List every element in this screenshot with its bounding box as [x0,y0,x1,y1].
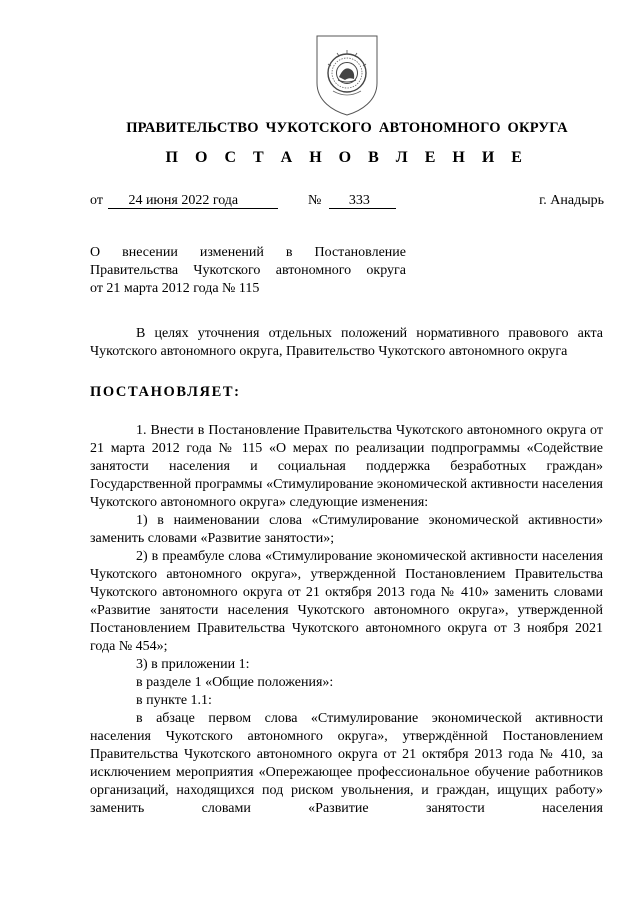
document-date: 24 июня 2022 года [108,193,278,209]
subject-line: от 21 марта 2012 года № 115 [90,281,260,296]
number-prefix: № [308,193,322,208]
body-paragraph: 2) в преамбуле слова «Стимулирование экономической активности населения Чукотского автономного округа», утвержденной Постановлением Правительства Чукотского автономного округа от 21 октября 2013 года № 410» заменить словами «Развитие занятости населения Чукотского автономного округа», утвержденной Постановлением Правительства Чукотского автономного округа от 3 ноября 2021 года № 454»; [90,549,603,654]
subject-line: Правительства Чукотского автономного округа [90,263,406,278]
city: г. Анадырь [539,193,604,208]
preamble-paragraph: В целях уточнения отдельных положений нормативного правового акта Чукотского автономного округа, Правительство Чукотского автономного округа [90,326,603,359]
document-number: 333 [329,193,396,209]
chukotka-coat-of-arms-icon [311,33,383,117]
body-paragraph: 1. Внести в Постановление Правительства Чукотского автономного округа от 21 марта 2012 года № 115 «О мерах по реализации подпрограммы «Содействие занятости населения и социальная поддержка безработных граждан» Государственной программы «Стимулирование экономической активности населения Чукотского автономного округа» следующие изменения: [90,423,603,510]
date-prefix: от [90,193,103,208]
decree-heading: ПОСТАНОВЛЯЕТ: [90,384,241,400]
body-paragraph: в пункте 1.1: [136,693,212,708]
body-paragraph: в разделе 1 «Общие положения»: [136,675,334,690]
body-paragraph: 1) в наименовании слова «Стимулирование экономической активности» заменить словами «Развитие занятости»; [90,513,603,546]
date-line [90,193,278,209]
document-body [90,325,603,818]
document-type-title: П О С Т А Н О В Л Е Н И Е [165,149,529,166]
subject-line: О внесении изменений в Постановление [90,245,406,260]
number-line [308,193,396,209]
body-paragraph: в абзаце первом слова «Стимулирование экономической активности населения Чукотского автономного округа», утверждённой Постановлением Правительства Чукотского автономного округа от 21 октября 2013 года № 410, за исключением мероприятия «Опережающее профессиональное обучение работников организаций, находящихся под риском увольнения, и граждан, ищущих работу» заменить словами «Развитие занятости населения [90,711,603,816]
document-subject [90,244,406,298]
body-paragraph: 3) в приложении 1: [136,657,250,672]
organization-title: ПРАВИТЕЛЬСТВО ЧУКОТСКОГО АВТОНОМНОГО ОКРУГА [126,120,568,136]
